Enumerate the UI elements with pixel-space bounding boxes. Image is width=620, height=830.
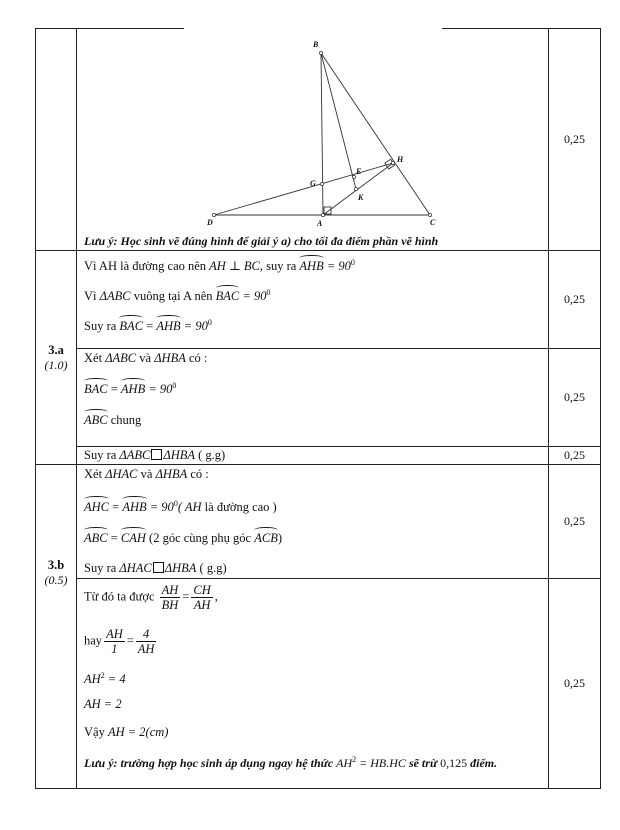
q3a-block2 (77, 349, 549, 447)
q3b-b1-line3: ABC = CAH (2 góc cùng phụ góc ACB) (84, 531, 283, 545)
q3b-b2-line3: $AH^2 = 4$ (84, 671, 126, 687)
q3a-b1-score: 0,25 (549, 251, 601, 349)
point-A: A (317, 219, 323, 228)
q3b-b1-line4: Suy ra ΔHAC ΔHBA ( g.g) (84, 561, 227, 575)
q3a-b1-line2: Vì ΔABC vuông tại A nên BAC = $90^0$ (84, 288, 271, 304)
q3b-b2-score: 0,25 (549, 579, 601, 789)
point-D: D (207, 218, 213, 227)
q3b-b2-line1: Từ đó ta được $\frac{AH}{BH}$ = $\frac{CH}{AH}$ , (84, 583, 218, 612)
q3b-b2-line2: hay $\frac{AH}{1}$ = $\frac{4}{AH}$ (84, 627, 155, 656)
q3a-row-2 (36, 349, 601, 447)
q3b-label-cell (36, 465, 77, 789)
q3a-b2-line3: ABC chung (84, 413, 142, 427)
figure-cell (77, 29, 549, 251)
figure-note: Lưu ý: Học sinh vẽ đúng hình để giải ý a) cho tối đa điểm phần vẽ hình (84, 234, 439, 248)
q3b-row-1 (36, 465, 601, 579)
q3b-points: (0.5) (44, 572, 68, 587)
q3b-b2-line5: Vậy AH = 2(cm) (84, 725, 169, 739)
segment-BK (321, 53, 356, 189)
similar-symbol-box (151, 449, 162, 460)
q3a-b2-line2: BAC = AHB = $90^0$ (84, 381, 177, 397)
point-H: H (397, 155, 404, 164)
q3b-block1 (77, 465, 549, 579)
q3b-b1-line1: Xét ΔHAC và ΔHBA có : (84, 467, 209, 481)
q3b-label: 3.b (47, 557, 65, 572)
q3a-b2-score: 0,25 (549, 349, 601, 447)
q3b-b2-line4: AH = 2 (84, 697, 122, 711)
q3a-label: 3.a (48, 342, 64, 357)
q3a-row-1 (36, 251, 601, 349)
q3a-block1 (77, 251, 549, 349)
q3a-b3-score: 0,25 (549, 447, 601, 465)
figure-label-cell (36, 29, 77, 251)
q3b-b1-line2: AHC = AHB = $90^0$( AH là đường cao ) (84, 499, 277, 515)
segment-DH (214, 163, 393, 215)
q3b-b1-score: 0,25 (549, 465, 601, 579)
q3b-row-2 (36, 579, 601, 789)
q3a-b1-line3: Suy ra BAC = AHB = $90^0$ (84, 318, 212, 334)
q3b-block2 (77, 579, 549, 789)
q3a-b2-line1: Xét ΔABC và ΔHBA có : (84, 351, 208, 365)
q3a-points: (1.0) (44, 357, 68, 372)
geometry-figure (77, 29, 551, 234)
segment-BC (321, 53, 430, 215)
q3a-row-3 (36, 447, 601, 465)
similar-symbol-box (153, 562, 164, 573)
q3b-b2-note: Lưu ý: trường hợp học sinh áp dụng ngay hệ thức $AH^2 = HB.HC$ sẽ trừ 0,125 điểm. (84, 755, 498, 770)
figure-row (36, 29, 601, 251)
top-border-gap (184, 26, 442, 30)
figure-score: 0,25 (549, 29, 601, 251)
point-B: B (313, 40, 319, 49)
point-K: K (358, 193, 364, 202)
point-C: C (430, 218, 436, 227)
segment-BA (321, 53, 323, 215)
point-E: E (356, 167, 362, 176)
marking-scheme-table (35, 28, 601, 789)
q3a-b1-line1: Vì AH là đường cao nên AH ⊥ BC, suy ra AHB = $90^0$ (84, 258, 355, 274)
point-G: G (310, 179, 316, 188)
q3a-label-cell (36, 251, 77, 465)
q3a-block3 (77, 447, 549, 465)
q3a-b3-line1: Suy ra ΔABC ΔHBA ( g.g) (84, 448, 226, 462)
